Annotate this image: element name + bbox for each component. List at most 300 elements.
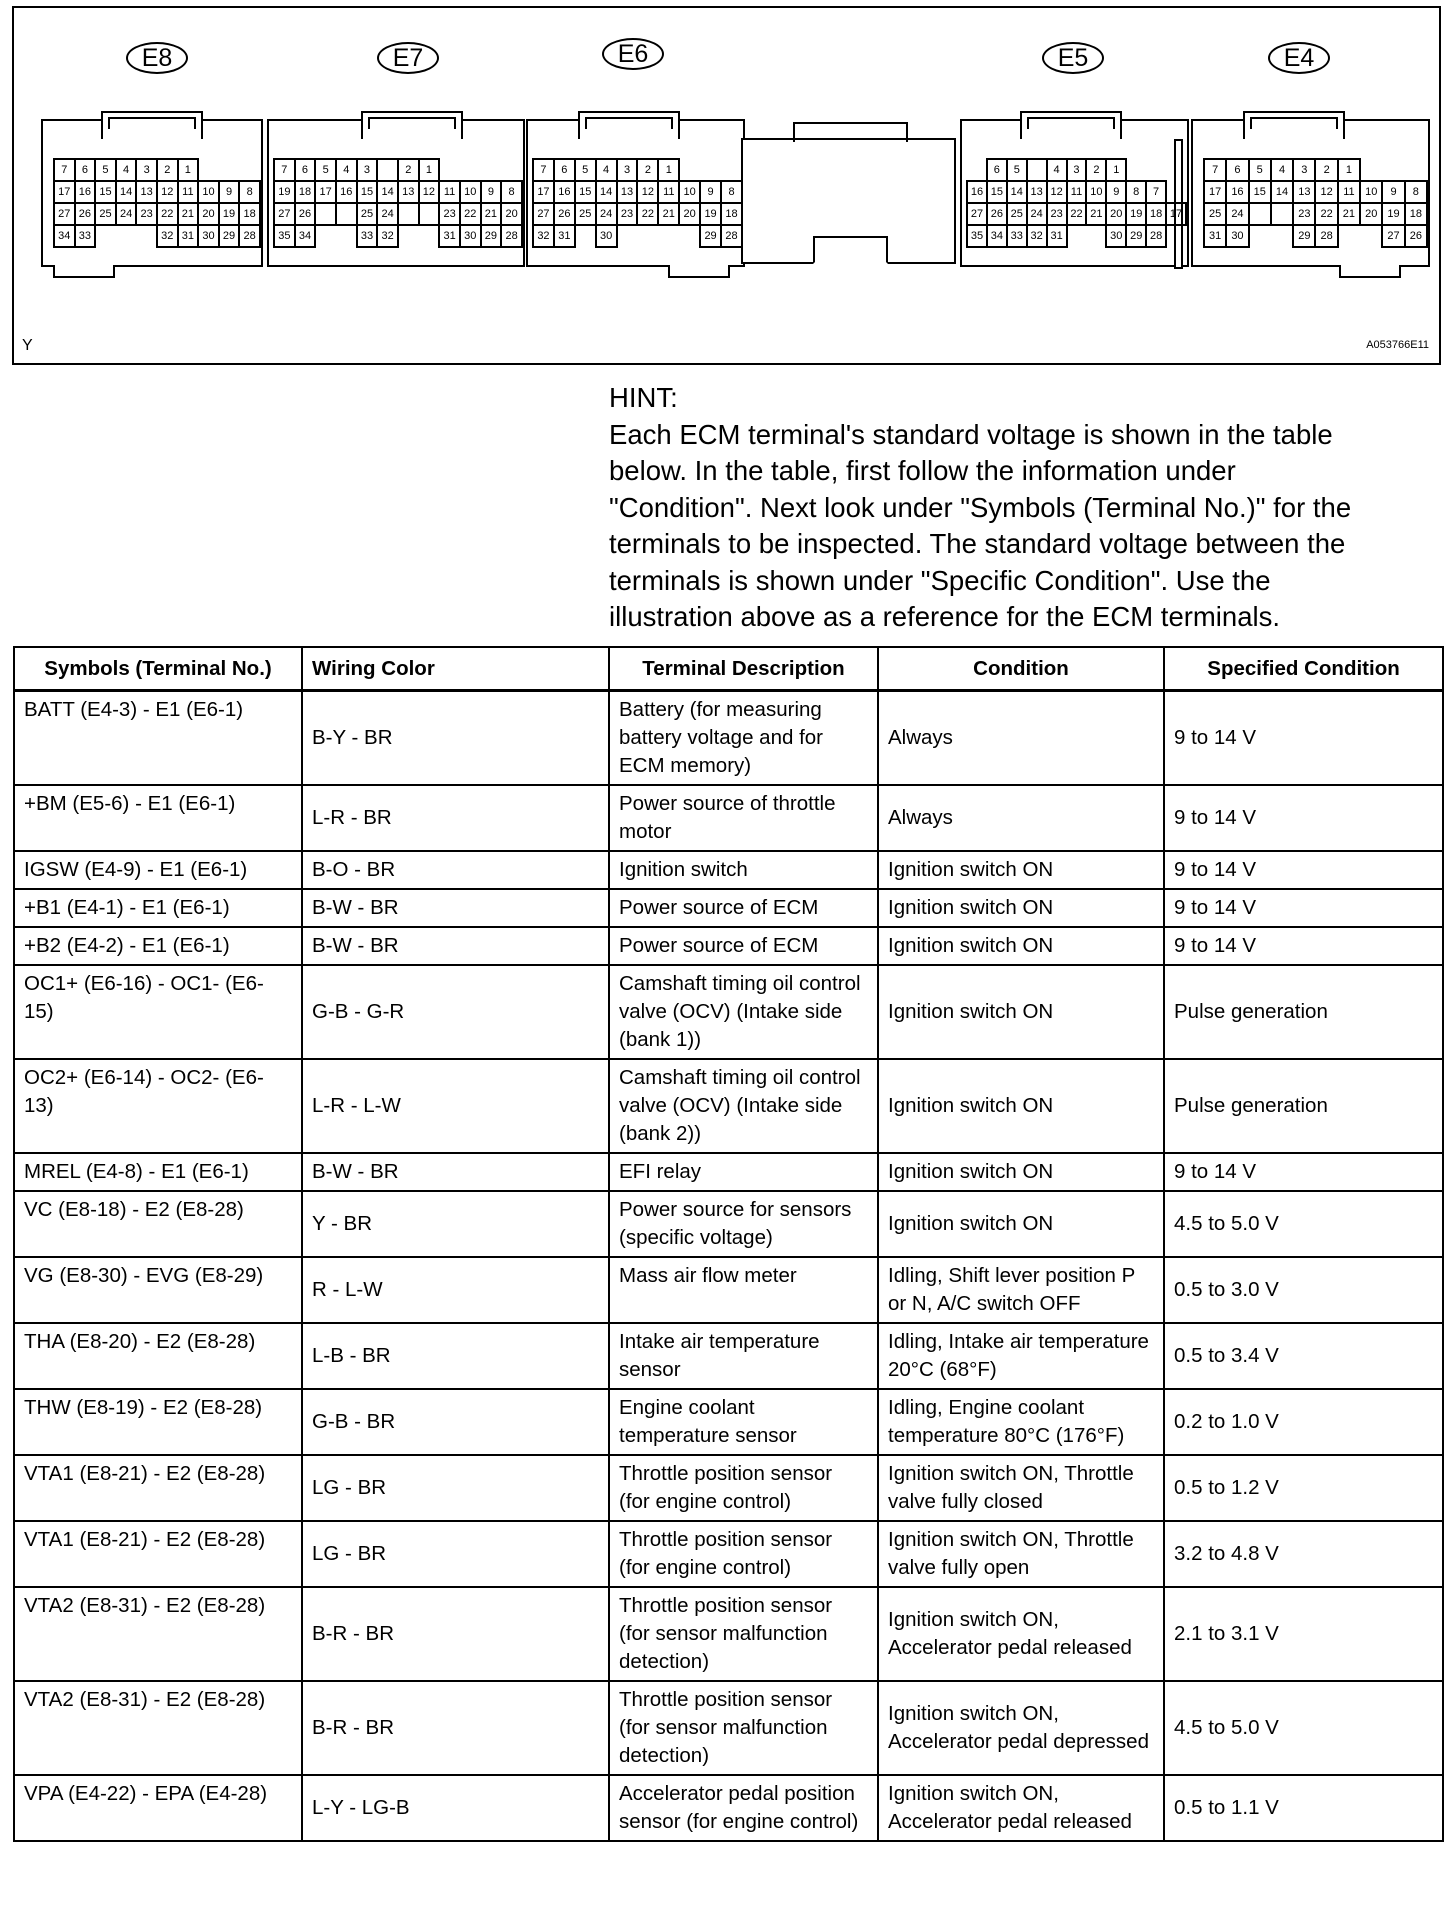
pin-cell: 22 (1315, 203, 1337, 225)
pin-cell (1249, 225, 1271, 247)
pin-cell (1249, 203, 1271, 225)
pin-cell: 2 (398, 159, 419, 181)
pin-cell: 3 (1293, 159, 1315, 181)
pin-cell: 26 (987, 203, 1007, 225)
pin-cell: 8 (721, 181, 742, 203)
specified-condition-cell: 0.5 to 3.0 V (1164, 1257, 1443, 1323)
pin-cell: 19 (700, 203, 721, 225)
pin-cell: 18 (1146, 203, 1166, 225)
pin-cell: 9 (481, 181, 502, 203)
condition-cell: Ignition switch ON (878, 1153, 1164, 1191)
pin-cell: 6 (1226, 159, 1248, 181)
symbol-cell: VPA (E4-22) - EPA (E4-28) (14, 1775, 302, 1841)
pin-cell: 2 (157, 159, 178, 181)
pin-cell: 27 (1382, 225, 1404, 247)
connector-e8-pins (53, 158, 261, 248)
condition-cell: Idling, Shift lever position P or N, A/C switch OFF (878, 1257, 1164, 1323)
pin-cell (1338, 225, 1360, 247)
table-row (14, 1521, 1443, 1587)
pin-cell: 23 (617, 203, 638, 225)
symbol-cell: VC (E8-18) - E2 (E8-28) (14, 1191, 302, 1257)
pin-cell: 34 (295, 225, 316, 247)
description-cell: Engine coolant temperature sensor (609, 1389, 878, 1455)
pin-cell: 8 (1405, 181, 1427, 203)
pin-cell: 6 (295, 159, 316, 181)
pin-cell: 28 (1315, 225, 1337, 247)
pin-cell: 33 (357, 225, 378, 247)
pin-cell: 13 (617, 181, 638, 203)
pin-cell: 35 (967, 225, 987, 247)
pin-cell: 20 (501, 203, 522, 225)
pin-cell: 17 (1166, 203, 1186, 225)
specified-condition-cell: 3.2 to 4.8 V (1164, 1521, 1443, 1587)
pin-cell: 29 (1126, 225, 1146, 247)
condition-cell: Ignition switch ON (878, 889, 1164, 927)
pin-cell (398, 225, 419, 247)
table-row (14, 1059, 1443, 1153)
pin-cell: 17 (1204, 181, 1226, 203)
pin-cell: 3 (617, 159, 638, 181)
wiring-color-cell: LG - BR (302, 1455, 609, 1521)
header-specified-condition: Specified Condition (1164, 647, 1443, 691)
pin-cell: 32 (157, 225, 178, 247)
wiring-color-cell: B-W - BR (302, 1153, 609, 1191)
pin-cell: 18 (295, 181, 316, 203)
view-label: Y (22, 337, 33, 354)
pin-cell: 24 (1027, 203, 1047, 225)
pin-cell (315, 225, 336, 247)
header-symbols: Symbols (Terminal No.) (14, 647, 302, 691)
wiring-color-cell: G-B - G-R (302, 965, 609, 1059)
description-cell: Power source of throttle motor (609, 785, 878, 851)
pin-cell: 11 (439, 181, 460, 203)
specified-condition-cell: 0.5 to 1.1 V (1164, 1775, 1443, 1841)
pin-cell: 32 (1027, 225, 1047, 247)
table-row (14, 691, 1443, 786)
pin-cell: 23 (1047, 203, 1067, 225)
specified-condition-cell: 9 to 14 V (1164, 889, 1443, 927)
wiring-color-cell: LG - BR (302, 1521, 609, 1587)
pin-cell: 27 (54, 203, 75, 225)
pin-cell: 4 (336, 159, 357, 181)
symbol-cell: VTA1 (E8-21) - E2 (E8-28) (14, 1455, 302, 1521)
pin-cell: 22 (157, 203, 178, 225)
symbol-cell: VG (E8-30) - EVG (E8-29) (14, 1257, 302, 1323)
table-row (14, 1153, 1443, 1191)
pin-cell: 9 (219, 181, 240, 203)
symbol-cell: MREL (E4-8) - E1 (E6-1) (14, 1153, 302, 1191)
pin-cell (617, 225, 638, 247)
pin-cell: 26 (75, 203, 96, 225)
pin-cell: 31 (1204, 225, 1226, 247)
pin-cell: 30 (1106, 225, 1126, 247)
pin-cell: 5 (1007, 159, 1027, 181)
description-cell: Throttle position sensor (for engine control) (609, 1521, 878, 1587)
description-cell: Mass air flow meter (609, 1257, 878, 1323)
specified-condition-cell: 9 to 14 V (1164, 851, 1443, 889)
pin-cell: 14 (1007, 181, 1027, 203)
pin-cell: 29 (219, 225, 240, 247)
pin-cell: 1 (1338, 159, 1360, 181)
connector-label-e4: E4 (1268, 42, 1330, 74)
pin-cell: 18 (721, 203, 742, 225)
pin-cell: 20 (1360, 203, 1382, 225)
pin-cell (1086, 225, 1106, 247)
connector-e6-pins (532, 158, 743, 248)
condition-cell: Ignition switch ON (878, 927, 1164, 965)
pin-cell: 26 (1405, 225, 1427, 247)
pin-cell: 35 (274, 225, 295, 247)
pin-cell: 17 (533, 181, 554, 203)
table-row (14, 1587, 1443, 1681)
pin-cell: 5 (575, 159, 596, 181)
pin-cell: 1 (178, 159, 199, 181)
pin-cell: 16 (1226, 181, 1248, 203)
pin-cell: 30 (198, 225, 219, 247)
table-row (14, 1681, 1443, 1775)
pin-cell: 14 (116, 181, 137, 203)
pin-cell: 11 (1338, 181, 1360, 203)
header-condition: Condition (878, 647, 1164, 691)
description-cell: Power source of ECM (609, 927, 878, 965)
condition-cell: Ignition switch ON, Throttle valve fully closed (878, 1455, 1164, 1521)
pin-cell: 17 (315, 181, 336, 203)
wiring-color-cell: B-Y - BR (302, 691, 609, 786)
pin-cell: 2 (1315, 159, 1337, 181)
wiring-color-cell: B-R - BR (302, 1681, 609, 1775)
pin-cell: 3 (1067, 159, 1087, 181)
pin-cell: 30 (1226, 225, 1248, 247)
pin-cell (637, 225, 658, 247)
pin-cell: 12 (637, 181, 658, 203)
condition-cell: Ignition switch ON (878, 1059, 1164, 1153)
pin-cell: 7 (54, 159, 75, 181)
pin-cell: 28 (721, 225, 742, 247)
description-cell: Intake air temperature sensor (609, 1323, 878, 1389)
pin-cell: 10 (1360, 181, 1382, 203)
unused-connector-slot (741, 138, 956, 264)
specified-condition-cell: 4.5 to 5.0 V (1164, 1681, 1443, 1775)
specified-condition-cell: 4.5 to 5.0 V (1164, 1191, 1443, 1257)
pin-cell: 21 (1086, 203, 1106, 225)
pin-cell: 27 (274, 203, 295, 225)
pin-cell: 21 (1338, 203, 1360, 225)
pin-cell: 11 (658, 181, 679, 203)
pin-cell: 3 (357, 159, 378, 181)
pin-cell: 31 (439, 225, 460, 247)
pin-cell: 28 (1146, 225, 1166, 247)
pin-cell: 10 (460, 181, 481, 203)
hint-block (609, 380, 1449, 636)
pin-cell: 13 (136, 181, 157, 203)
pin-cell: 13 (398, 181, 419, 203)
pin-cell: 13 (1293, 181, 1315, 203)
pin-cell: 14 (377, 181, 398, 203)
pin-cell: 16 (967, 181, 987, 203)
pin-cell (419, 225, 440, 247)
pin-cell: 12 (419, 181, 440, 203)
pin-cell: 18 (1405, 203, 1427, 225)
pin-cell: 16 (554, 181, 575, 203)
pin-cell: 28 (239, 225, 260, 247)
pin-cell: 12 (157, 181, 178, 203)
pin-cell: 27 (533, 203, 554, 225)
condition-cell: Ignition switch ON, Accelerator pedal released (878, 1775, 1164, 1841)
symbol-cell: VTA1 (E8-21) - E2 (E8-28) (14, 1521, 302, 1587)
wiring-color-cell: B-W - BR (302, 927, 609, 965)
pin-cell: 12 (1315, 181, 1337, 203)
pin-cell: 25 (95, 203, 116, 225)
pin-cell: 22 (1067, 203, 1087, 225)
pin-cell: 14 (1271, 181, 1293, 203)
condition-cell: Ignition switch ON (878, 965, 1164, 1059)
pin-cell: 7 (533, 159, 554, 181)
connector-e7-pins (273, 158, 523, 248)
wiring-color-cell: Y - BR (302, 1191, 609, 1257)
pin-cell (336, 225, 357, 247)
wiring-color-cell: B-W - BR (302, 889, 609, 927)
pin-cell: 5 (95, 159, 116, 181)
condition-cell: Always (878, 785, 1164, 851)
pin-cell: 32 (533, 225, 554, 247)
description-cell: EFI relay (609, 1153, 878, 1191)
pin-cell: 32 (377, 225, 398, 247)
connector-e6 (526, 119, 745, 267)
pin-cell (136, 225, 157, 247)
pin-cell: 10 (198, 181, 219, 203)
pin-cell: 15 (987, 181, 1007, 203)
pin-cell: 8 (1126, 181, 1146, 203)
wiring-color-cell: L-Y - LG-B (302, 1775, 609, 1841)
pin-cell: 1 (1106, 159, 1126, 181)
specified-condition-cell: 9 to 14 V (1164, 785, 1443, 851)
pin-cell: 7 (274, 159, 295, 181)
pin-cell: 24 (116, 203, 137, 225)
pin-cell (315, 203, 336, 225)
pin-cell (419, 203, 440, 225)
pin-cell: 19 (1126, 203, 1146, 225)
symbol-cell: OC1+ (E6-16) - OC1- (E6-15) (14, 965, 302, 1059)
pin-cell: 16 (336, 181, 357, 203)
ecm-connector-illustration (12, 6, 1441, 365)
pin-cell: 34 (54, 225, 75, 247)
condition-cell: Always (878, 691, 1164, 786)
pin-cell (1027, 159, 1047, 181)
pin-cell: 5 (1249, 159, 1271, 181)
table-header-row (14, 647, 1443, 691)
wiring-color-cell: R - L-W (302, 1257, 609, 1323)
pin-cell: 26 (554, 203, 575, 225)
pin-cell: 8 (239, 181, 260, 203)
description-cell: Power source for sensors (specific voltage) (609, 1191, 878, 1257)
pin-cell: 14 (596, 181, 617, 203)
pin-cell: 19 (274, 181, 295, 203)
pin-cell: 4 (1047, 159, 1067, 181)
pin-cell: 24 (596, 203, 617, 225)
hint-line: "Condition". Next look under "Symbols (Terminal No.)" for the (609, 491, 1352, 523)
symbol-cell: VTA2 (E8-31) - E2 (E8-28) (14, 1587, 302, 1681)
pin-cell: 6 (554, 159, 575, 181)
hint-line: below. In the table, first follow the information under (609, 455, 1236, 486)
symbol-cell: +B1 (E4-1) - E1 (E6-1) (14, 889, 302, 927)
connector-label-e7: E7 (377, 42, 439, 74)
pin-cell: 7 (1204, 159, 1226, 181)
pin-cell: 34 (987, 225, 1007, 247)
pin-cell: 9 (1382, 181, 1404, 203)
pin-cell: 23 (439, 203, 460, 225)
pin-cell (1271, 203, 1293, 225)
connector-e4 (1191, 119, 1430, 267)
pin-cell (1360, 225, 1382, 247)
pin-cell: 22 (637, 203, 658, 225)
pin-cell: 11 (1067, 181, 1087, 203)
pin-cell: 10 (679, 181, 700, 203)
pin-cell (1271, 225, 1293, 247)
pin-cell: 2 (1086, 159, 1106, 181)
pin-cell: 15 (575, 181, 596, 203)
symbol-cell: THW (E8-19) - E2 (E8-28) (14, 1389, 302, 1455)
pin-cell (658, 225, 679, 247)
pin-cell: 20 (679, 203, 700, 225)
wiring-color-cell: L-R - L-W (302, 1059, 609, 1153)
pin-cell: 29 (700, 225, 721, 247)
symbol-cell: OC2+ (E6-14) - OC2- (E6-13) (14, 1059, 302, 1153)
condition-cell: Ignition switch ON, Throttle valve fully open (878, 1521, 1164, 1587)
condition-cell: Ignition switch ON (878, 1191, 1164, 1257)
pin-cell: 33 (75, 225, 96, 247)
specified-condition-cell: 9 to 14 V (1164, 1153, 1443, 1191)
wiring-color-cell: B-R - BR (302, 1587, 609, 1681)
table-row (14, 1191, 1443, 1257)
pin-cell (336, 203, 357, 225)
connector-e7 (267, 119, 525, 267)
specified-condition-cell: 0.5 to 3.4 V (1164, 1323, 1443, 1389)
condition-cell: Ignition switch ON, Accelerator pedal released (878, 1587, 1164, 1681)
ecm-terminal-voltage-table (13, 646, 1444, 1842)
pin-cell: 15 (1249, 181, 1271, 203)
pin-cell: 13 (1027, 181, 1047, 203)
table-row (14, 1389, 1443, 1455)
pin-cell: 2 (637, 159, 658, 181)
description-cell: Battery (for measuring battery voltage and for ECM memory) (609, 691, 878, 786)
pin-cell: 21 (481, 203, 502, 225)
hint-line: illustration above as a reference for the ECM terminals. (609, 601, 1280, 632)
specified-condition-cell: 2.1 to 3.1 V (1164, 1587, 1443, 1681)
symbol-cell: VTA2 (E8-31) - E2 (E8-28) (14, 1681, 302, 1775)
pin-cell (1067, 225, 1087, 247)
pin-cell: 6 (75, 159, 96, 181)
pin-cell: 4 (1271, 159, 1293, 181)
description-cell: Ignition switch (609, 851, 878, 889)
pin-cell: 9 (700, 181, 721, 203)
wiring-color-cell: L-B - BR (302, 1323, 609, 1389)
pin-cell: 19 (1382, 203, 1404, 225)
pin-cell: 7 (1146, 181, 1166, 203)
pin-cell: 24 (377, 203, 398, 225)
pin-cell: 8 (501, 181, 522, 203)
hint-line: terminals to be inspected. The standard voltage between the (609, 528, 1346, 559)
connector-label-e5: E5 (1042, 42, 1104, 74)
pin-cell: 31 (554, 225, 575, 247)
pin-cell (575, 225, 596, 247)
pin-cell: 30 (460, 225, 481, 247)
table-row (14, 927, 1443, 965)
specified-condition-cell: 0.5 to 1.2 V (1164, 1455, 1443, 1521)
symbol-cell: IGSW (E4-9) - E1 (E6-1) (14, 851, 302, 889)
symbol-cell: BATT (E4-3) - E1 (E6-1) (14, 691, 302, 786)
symbol-cell: +B2 (E4-2) - E1 (E6-1) (14, 927, 302, 965)
pin-cell: 1 (658, 159, 679, 181)
connector-label-e6: E6 (602, 38, 664, 70)
pin-cell: 4 (596, 159, 617, 181)
table-row (14, 889, 1443, 927)
condition-cell: Ignition switch ON, Accelerator pedal depressed (878, 1681, 1164, 1775)
pin-cell: 4 (116, 159, 137, 181)
condition-cell: Idling, Intake air temperature 20°C (68°F) (878, 1323, 1164, 1389)
hint-title: HINT: (609, 382, 678, 413)
pin-cell: 28 (501, 225, 522, 247)
description-cell: Camshaft timing oil control valve (OCV) (Intake side (bank 2)) (609, 1059, 878, 1153)
table-row (14, 851, 1443, 889)
pin-cell: 20 (1106, 203, 1126, 225)
pin-cell: 23 (1293, 203, 1315, 225)
symbol-cell: THA (E8-20) - E2 (E8-28) (14, 1323, 302, 1389)
pin-cell: 5 (315, 159, 336, 181)
pin-cell: 20 (198, 203, 219, 225)
hint-line: terminals is shown under "Specific Condition". Use the (609, 564, 1271, 596)
specified-condition-cell: 0.2 to 1.0 V (1164, 1389, 1443, 1455)
table-row (14, 1257, 1443, 1323)
connector-e8 (41, 119, 263, 267)
specified-condition-cell: 9 to 14 V (1164, 691, 1443, 786)
pin-cell (95, 225, 116, 247)
specified-condition-cell: Pulse generation (1164, 1059, 1443, 1153)
specified-condition-cell: Pulse generation (1164, 965, 1443, 1059)
description-cell: Throttle position sensor (for sensor malfunction detection) (609, 1681, 878, 1775)
description-cell: Accelerator pedal position sensor (for engine control) (609, 1775, 878, 1841)
connector-e4-pins (1203, 158, 1428, 248)
description-cell: Power source of ECM (609, 889, 878, 927)
wiring-color-cell: G-B - BR (302, 1389, 609, 1455)
connector-label-e8: E8 (126, 42, 188, 74)
figure-code: A053766E11 (1366, 339, 1429, 351)
pin-cell: 9 (1106, 181, 1126, 203)
pin-cell: 25 (575, 203, 596, 225)
pin-cell: 15 (357, 181, 378, 203)
header-terminal-description: Terminal Description (609, 647, 878, 691)
table-row (14, 965, 1443, 1059)
pin-cell: 15 (95, 181, 116, 203)
pin-cell (377, 159, 398, 181)
pin-cell: 27 (967, 203, 987, 225)
pin-cell: 25 (1204, 203, 1226, 225)
description-cell: Throttle position sensor (for engine control) (609, 1455, 878, 1521)
specified-condition-cell: 9 to 14 V (1164, 927, 1443, 965)
pin-cell: 31 (178, 225, 199, 247)
pin-cell: 26 (295, 203, 316, 225)
pin-cell: 23 (136, 203, 157, 225)
pin-cell: 21 (178, 203, 199, 225)
description-cell: Camshaft timing oil control valve (OCV) (Intake side (bank 1)) (609, 965, 878, 1059)
pin-cell: 30 (596, 225, 617, 247)
pin-cell: 33 (1007, 225, 1027, 247)
pin-cell: 29 (1293, 225, 1315, 247)
pin-cell: 21 (658, 203, 679, 225)
pin-cell: 11 (178, 181, 199, 203)
pin-cell (679, 225, 700, 247)
pin-cell: 24 (1226, 203, 1248, 225)
table-row (14, 785, 1443, 851)
